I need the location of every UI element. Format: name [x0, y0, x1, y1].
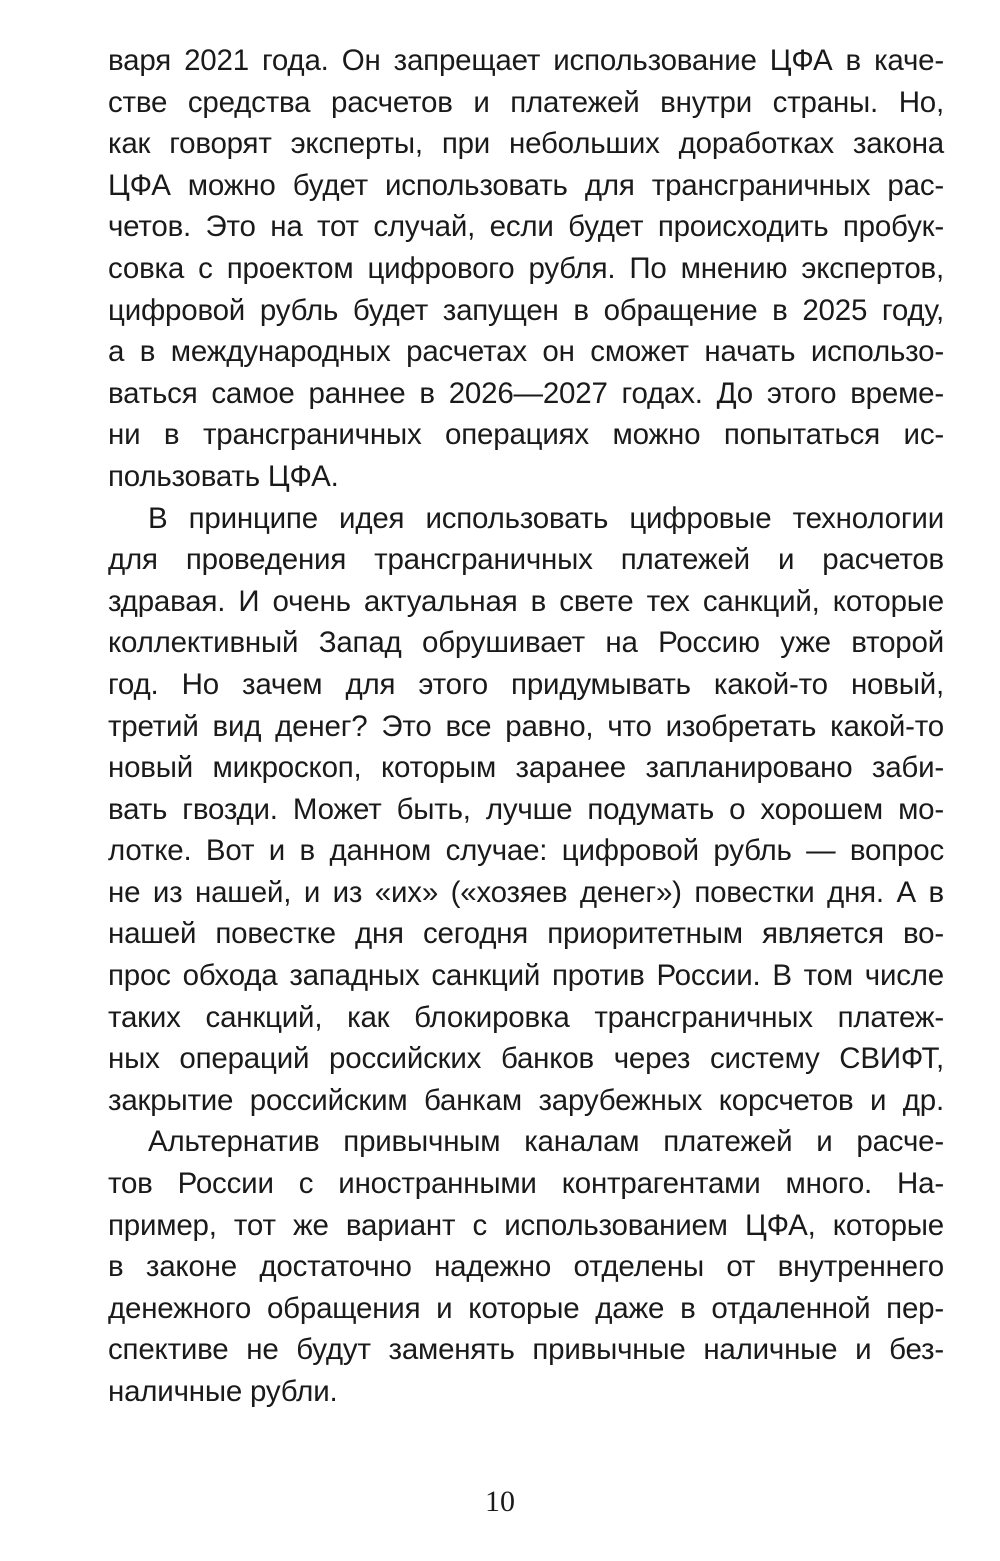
- text-line: тов России с иностранными контрагентами много. На-: [108, 1167, 944, 1201]
- text-line: В принципе идея использовать цифровые технологии: [148, 501, 944, 535]
- text-line: третий вид денег? Это все равно, что изобретать какой-то: [108, 709, 944, 743]
- text-line: а в международных расчетах он сможет начать использо-: [108, 335, 944, 369]
- text-line: наличные рубли.: [108, 1375, 338, 1408]
- page-body: [108, 40, 944, 1413]
- text-line: закрытие российским банкам зарубежных корсчетов и др.: [108, 1083, 944, 1117]
- paragraph-1: [108, 40, 944, 498]
- text-line: прос обхода западных санкций против России. В том числе: [108, 959, 944, 993]
- text-line: пример, тот же вариант с использованием ЦФА, которые: [108, 1208, 944, 1242]
- text-line: год. Но зачем для этого придумывать какой-то новый,: [108, 667, 944, 701]
- text-line: денежного обращения и которые даже в отдаленной пер-: [108, 1291, 944, 1325]
- text-line: таких санкций, как блокировка трансграничных платеж-: [108, 1000, 944, 1034]
- text-line: нашей повестке дня сегодня приоритетным является во-: [108, 917, 944, 951]
- text-line: стве средства расчетов и платежей внутри страны. Но,: [108, 85, 944, 119]
- paragraph-3: [108, 1121, 944, 1412]
- text-line: ных операций российских банков через систему СВИФТ,: [108, 1042, 944, 1076]
- paragraph-2: [108, 498, 944, 1122]
- text-line: коллективный Запад обрушивает на Россию уже второй: [108, 626, 944, 660]
- text-line: ни в трансграничных операциях можно попытаться ис-: [108, 418, 944, 452]
- text-line: здравая. И очень актуальная в свете тех санкций, которые: [108, 584, 944, 618]
- text-line: четов. Это на тот случай, если будет происходить пробук-: [108, 210, 944, 244]
- text-line: пользовать ЦФА.: [108, 459, 339, 493]
- text-line: Альтернатив привычным каналам платежей и расче-: [148, 1125, 944, 1159]
- text-line: как говорят эксперты, при небольших доработках закона: [108, 127, 944, 161]
- text-line: не из нашей, и из «их» («хозяев денег») повестки дня. А в: [108, 875, 944, 909]
- page-number: 10: [485, 1485, 515, 1518]
- text-line: цифровой рубль будет запущен в обращение в 2025 году,: [108, 293, 944, 327]
- text-line: спективе не будут заменять привычные наличные и без-: [108, 1333, 944, 1367]
- text-line: лотке. Вот и в данном случае: цифровой рубль — вопрос: [108, 834, 944, 868]
- text-line: для проведения трансграничных платежей и расчетов: [108, 543, 944, 577]
- text-line: вать гвозди. Может быть, лучше подумать о хорошем мо-: [108, 792, 944, 826]
- text-line: ЦФА можно будет использовать для трансграничных рас-: [108, 168, 944, 202]
- text-line: в законе достаточно надежно отделены от внутреннего: [108, 1250, 944, 1284]
- text-line: новый микроскоп, которым заранее запланировано заби-: [108, 751, 944, 785]
- text-line: совка с проектом цифрового рубля. По мнению экспертов,: [108, 251, 944, 285]
- text-line: варя 2021 года. Он запрещает использование ЦФА в каче-: [108, 44, 944, 77]
- text-line: ваться самое раннее в 2026—2027 годах. До этого време-: [108, 376, 944, 410]
